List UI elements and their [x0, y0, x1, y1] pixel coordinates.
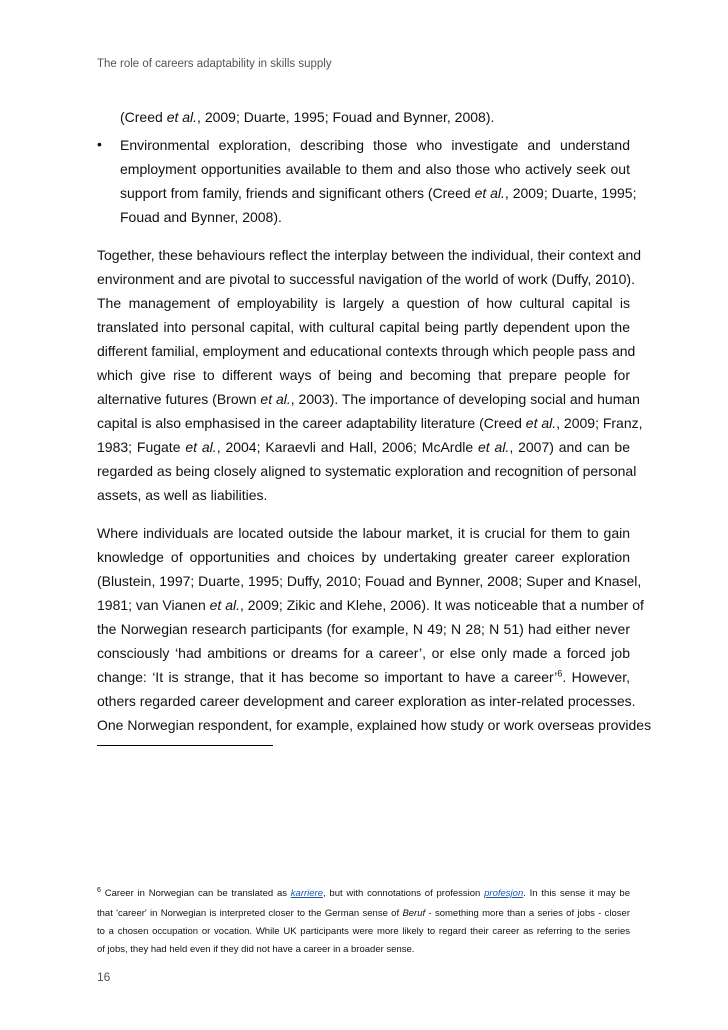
- para2-line-7: change: ‘It is strange, that it has become so important to have a career’$^6$. However,: [97, 668, 631, 685]
- para2-line-2: knowledge of opportunities and choices by undertaking greater career exploration: [97, 549, 630, 565]
- bullet-0-line-1: (Creed et al., 2009; Duarte, 1995; Fouad and Bynner, 2008).: [120, 109, 495, 125]
- para2-line-8: others regarded career development and career exploration as inter-related processes.: [97, 693, 636, 709]
- para1-line-5: different familial, employment and educational contexts through which people pass and: [97, 343, 636, 359]
- para1-line-8: capital is also emphasised in the career adaptability literature (Creed et al., 2009; Franz,: [97, 415, 643, 431]
- footnote-line-2: that 'career' in Norwegian is interpreted closer to the German sense of Beruf - something more than a series of jobs - closer: [97, 908, 630, 919]
- para2-line-1: Where individuals are located outside the labour market, it is crucial for them to gain: [97, 525, 630, 541]
- footnote-line-4: of jobs, they had held even if they did not have a career in a broader sense.: [97, 944, 415, 955]
- bullet-1-line-2: employment opportunities available to them and also those who actively seek out: [120, 161, 630, 177]
- para1-line-3: The management of employability is largely a question of how cultural capital is: [97, 295, 630, 311]
- bullet-1-line-1: Environmental exploration, describing those who investigate and understand: [120, 137, 630, 153]
- para2-line-6: consciously ‘had ambitions or dreams for a career’, or else only made a forced job: [97, 645, 630, 661]
- para1-line-9: 1983; Fugate et al., 2004; Karaevli and Hall, 2006; McArdle et al., 2007) and can be: [97, 439, 630, 455]
- para1-line-6: which give rise to different ways of being and becoming that prepare people for: [97, 367, 630, 383]
- page-number: 16: [97, 970, 111, 984]
- para1-line-2: environment and are pivotal to successful navigation of the world of work (Duffy, 2010).: [97, 271, 635, 287]
- bullet-1-line-4: Fouad and Bynner, 2008).: [120, 209, 282, 225]
- para2-line-9: One Norwegian respondent, for example, explained how study or work overseas provides: [97, 717, 652, 733]
- bullet-1-line-3: support from family, friends and significant others (Creed et al., 2009; Duarte, 1995;: [120, 185, 637, 201]
- para1-line-11: assets, as well as liabilities.: [97, 487, 268, 503]
- link-karriere[interactable]: karriere: [290, 888, 323, 899]
- para1-line-10: regarded as being closely aligned to systematic exploration and recognition of personal: [97, 463, 637, 479]
- para2-line-5: the Norwegian research participants (for example, N 49; N 28; N 51) had either never: [97, 621, 630, 637]
- running-header: The role of careers adaptability in skills supply: [97, 58, 332, 70]
- para2-line-4: 1981; van Vianen et al., 2009; Zikic and Klehe, 2006). It was noticeable that a number of: [97, 597, 644, 613]
- bullet-icon: •: [97, 136, 102, 152]
- footnote-line-3: to a chosen occupation or vocation. While UK participants were more likely to regard their career as referring to the series: [97, 926, 630, 937]
- para1-line-4: translated into personal capital, with cultural capital being partly dependent upon the: [97, 319, 630, 335]
- link-profesjon[interactable]: profesjon: [484, 888, 524, 899]
- para2-line-3: (Blustein, 1997; Duarte, 1995; Duffy, 2010; Fouad and Bynner, 2008; Super and Knasel,: [97, 573, 642, 589]
- footnote-ref[interactable]: 6: [557, 668, 563, 679]
- para1-line-1: Together, these behaviours reflect the interplay between the individual, their context and: [97, 247, 642, 263]
- footnote-line-1: $^6$ Career in Norwegian can be translated as karriere, but with connotations of profession profesjon. In this sense it may be: [97, 886, 630, 899]
- para1-line-7: alternative futures (Brown et al., 2003). The importance of developing social and human: [97, 391, 640, 407]
- footnote-separator: [97, 745, 273, 746]
